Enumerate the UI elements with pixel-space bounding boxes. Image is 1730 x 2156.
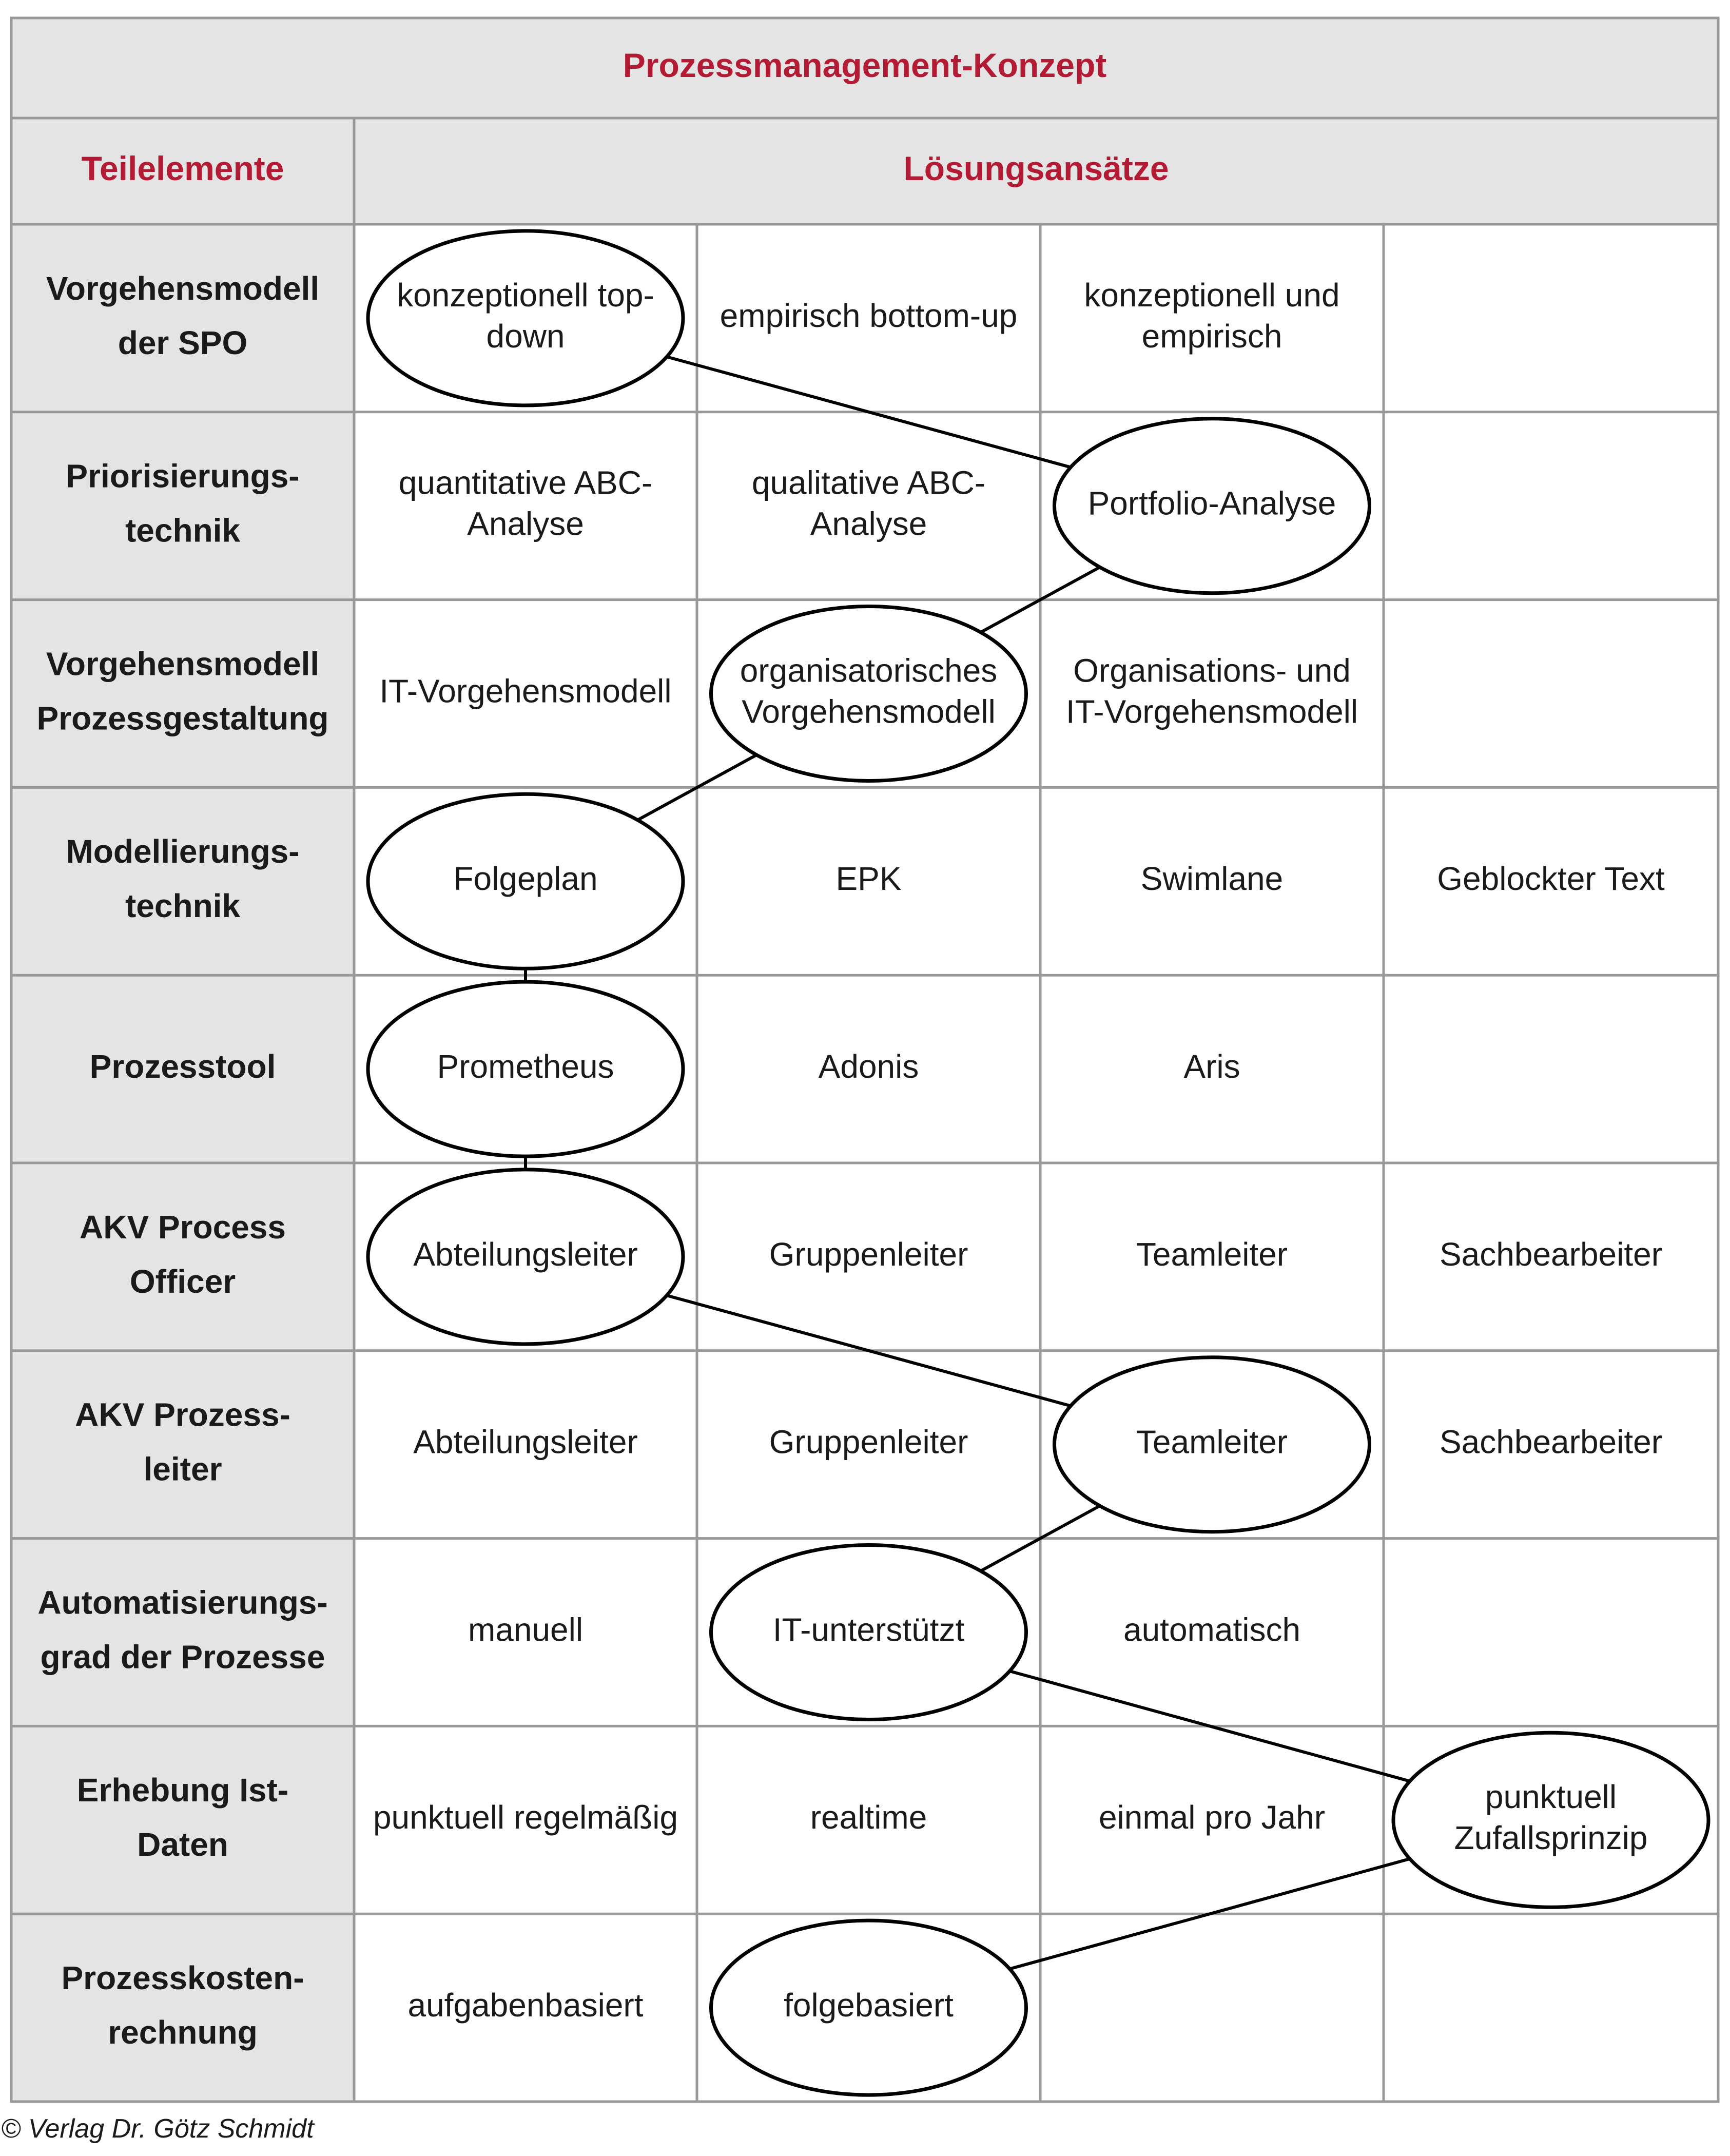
option-label: einmal pro Jahr: [1098, 1799, 1326, 1836]
row-label: Vorgehensmodell: [46, 645, 320, 683]
selected-option-label: IT-unterstützt: [772, 1611, 965, 1648]
option-label: manuell: [468, 1611, 584, 1648]
option-label: quantitative ABC-: [398, 464, 653, 501]
row-label: leiter: [143, 1450, 222, 1488]
option-label: aufgabenbasiert: [407, 1987, 644, 2024]
row-label: Daten: [137, 1826, 228, 1863]
row-label: Vorgehensmodell: [46, 269, 320, 307]
row-label: rechnung: [108, 2014, 258, 2051]
selected-option-label: Portfolio-Analyse: [1087, 484, 1336, 522]
option-label: IT-Vorgehensmodell: [1065, 693, 1358, 730]
option-label: Analyse: [467, 505, 584, 542]
option-label: empirisch: [1141, 317, 1282, 355]
row-label: der SPO: [118, 324, 248, 361]
selected-option-label: organisatorisches: [740, 652, 998, 689]
selected-option-label: Vorgehensmodell: [742, 693, 996, 730]
selected-option-label: Teamleiter: [1136, 1423, 1288, 1461]
option-label: EPK: [835, 860, 902, 898]
header-teilelemente: Teilelemente: [81, 149, 284, 187]
option-label: Geblockter Text: [1437, 860, 1665, 898]
option-label: Sachbearbeiter: [1439, 1423, 1663, 1461]
row-label: technik: [125, 887, 241, 925]
row-label: AKV Prozess-: [75, 1396, 290, 1433]
option-label: Organisations- und: [1073, 652, 1351, 689]
row-label: Erhebung Ist-: [76, 1772, 289, 1809]
option-label: punktuell regelmäßig: [373, 1799, 678, 1836]
row-label: Officer: [129, 1262, 236, 1300]
row-label: Prozessgestaltung: [36, 700, 329, 737]
selected-option-label: punktuell: [1485, 1778, 1617, 1816]
row-label: Modellierungs-: [66, 833, 300, 870]
option-label: Gruppenleiter: [769, 1423, 968, 1461]
option-label: empirisch bottom-up: [720, 297, 1018, 334]
row-label: technik: [125, 512, 241, 549]
row-label: grad der Prozesse: [40, 1638, 325, 1676]
selected-option-label: Zufallsprinzip: [1454, 1819, 1648, 1857]
selected-option-label: down: [486, 317, 565, 355]
row-label: Priorisierungs-: [66, 457, 300, 495]
option-label: Aris: [1183, 1048, 1240, 1085]
selected-option-label: Prometheus: [437, 1048, 614, 1085]
option-label: Adonis: [818, 1048, 919, 1085]
selected-option-label: folgebasiert: [784, 1987, 954, 2024]
row-label: AKV Process: [80, 1208, 286, 1246]
option-label: Gruppenleiter: [769, 1235, 968, 1273]
option-label: Teamleiter: [1136, 1235, 1288, 1273]
option-label: Swimlane: [1140, 860, 1284, 898]
selected-option-label: Folgeplan: [453, 860, 598, 898]
option-label: qualitative ABC-: [751, 464, 986, 501]
option-label: IT-Vorgehensmodell: [379, 672, 672, 710]
option-label: Analyse: [810, 505, 927, 542]
option-label: konzeptionell und: [1084, 276, 1340, 314]
diagram-title: Prozessmanagement-Konzept: [623, 46, 1107, 84]
copyright-note: © Verlag Dr. Götz Schmidt: [1, 2114, 314, 2144]
row-label: Automatisierungs-: [37, 1584, 328, 1621]
selected-option-label: konzeptionell top-: [397, 276, 654, 314]
row-label: Prozesstool: [89, 1048, 276, 1085]
option-label: automatisch: [1123, 1611, 1301, 1648]
option-label: Abteilungsleiter: [413, 1423, 638, 1461]
selected-option-label: Abteilungsleiter: [413, 1235, 638, 1273]
header-loesungsansaetze: Lösungsansätze: [903, 149, 1169, 187]
option-label: realtime: [810, 1799, 927, 1836]
option-label: Sachbearbeiter: [1439, 1235, 1663, 1273]
row-label: Prozesskosten-: [61, 1959, 304, 1997]
